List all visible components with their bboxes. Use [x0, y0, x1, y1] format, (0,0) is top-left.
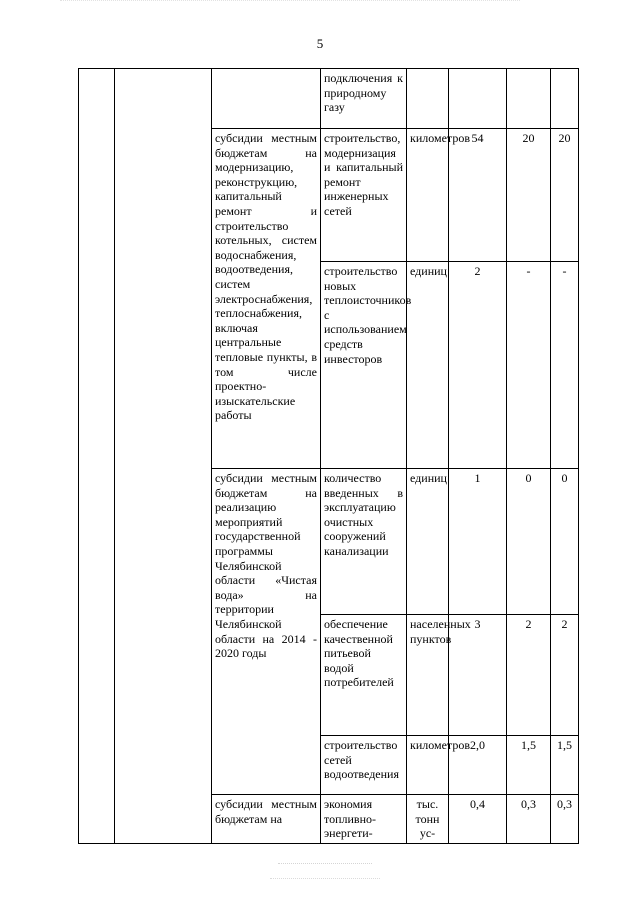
- value-cell: 0: [507, 469, 551, 615]
- value-cell: -: [507, 262, 551, 469]
- indicator-cell: строительство сетей водоотведения: [321, 736, 407, 795]
- value-cell: [449, 69, 507, 129]
- value-cell: [551, 69, 579, 129]
- indicator-cell: строительство новых теплоисточников с использованием средств инвесторов: [321, 262, 407, 469]
- value-cell: 54: [449, 129, 507, 262]
- unit-cell: единиц: [407, 469, 449, 615]
- page-number: 5: [316, 36, 324, 51]
- scan-footer-stamp: [270, 855, 380, 881]
- empty-cell-col1: [79, 69, 115, 844]
- value-cell: 2: [507, 615, 551, 736]
- table-row: [79, 69, 579, 129]
- value-cell: -: [551, 262, 579, 469]
- unit-cell: единиц: [407, 262, 449, 469]
- value-cell: [507, 69, 551, 129]
- value-cell: 0,3: [551, 795, 579, 844]
- program-indicators-table: [78, 68, 579, 844]
- value-cell: 20: [507, 129, 551, 262]
- indicator-cell: обеспечение качественной питьевой водой потребителей: [321, 615, 407, 736]
- indicator-cell: количество введенных в эксплуатацию очистных сооружений канализации: [321, 469, 407, 615]
- activity-cell: субсидии местным бюджетам на: [212, 795, 321, 844]
- unit-cell: [407, 69, 449, 129]
- value-cell: 20: [551, 129, 579, 262]
- value-cell: 2: [449, 262, 507, 469]
- indicator-cell: строительство, модернизация и капитальный ремонт инженерных сетей: [321, 129, 407, 262]
- unit-cell: населенных пунктов: [407, 615, 449, 736]
- empty-cell-col2: [115, 69, 212, 844]
- indicator-cell: подключения к природному газу: [321, 69, 407, 129]
- unit-cell: тыс. тонн ус-: [407, 795, 449, 844]
- value-cell: 0,3: [507, 795, 551, 844]
- unit-cell: километров: [407, 736, 449, 795]
- value-cell: 1,5: [551, 736, 579, 795]
- value-cell: 0: [551, 469, 579, 615]
- activity-cell: субсидии местным бюджетам на реализацию мероприятий государственной программы Челябинской области «Чистая вода» на территории Челябинской области на 2014 - 2020 годы: [212, 469, 321, 795]
- value-cell: 0,4: [449, 795, 507, 844]
- value-cell: 1: [449, 469, 507, 615]
- unit-cell: километров: [407, 129, 449, 262]
- activity-cell: субсидии местным бюджетам на модернизацию, реконструкцию, капитальный ремонт и строительство котельных, систем водоснабжения, водоотведения, систем электроснабжения, теплоснабжения, включая центральные тепловые пункты, в том числе проектно-изыскательские работы: [212, 129, 321, 469]
- value-cell: 2,0: [449, 736, 507, 795]
- indicator-cell: экономия топливно-энергети-: [321, 795, 407, 844]
- value-cell: 1,5: [507, 736, 551, 795]
- value-cell: 3: [449, 615, 507, 736]
- activity-cell: [212, 69, 321, 129]
- value-cell: 2: [551, 615, 579, 736]
- scan-header-artifact: [60, 0, 520, 13]
